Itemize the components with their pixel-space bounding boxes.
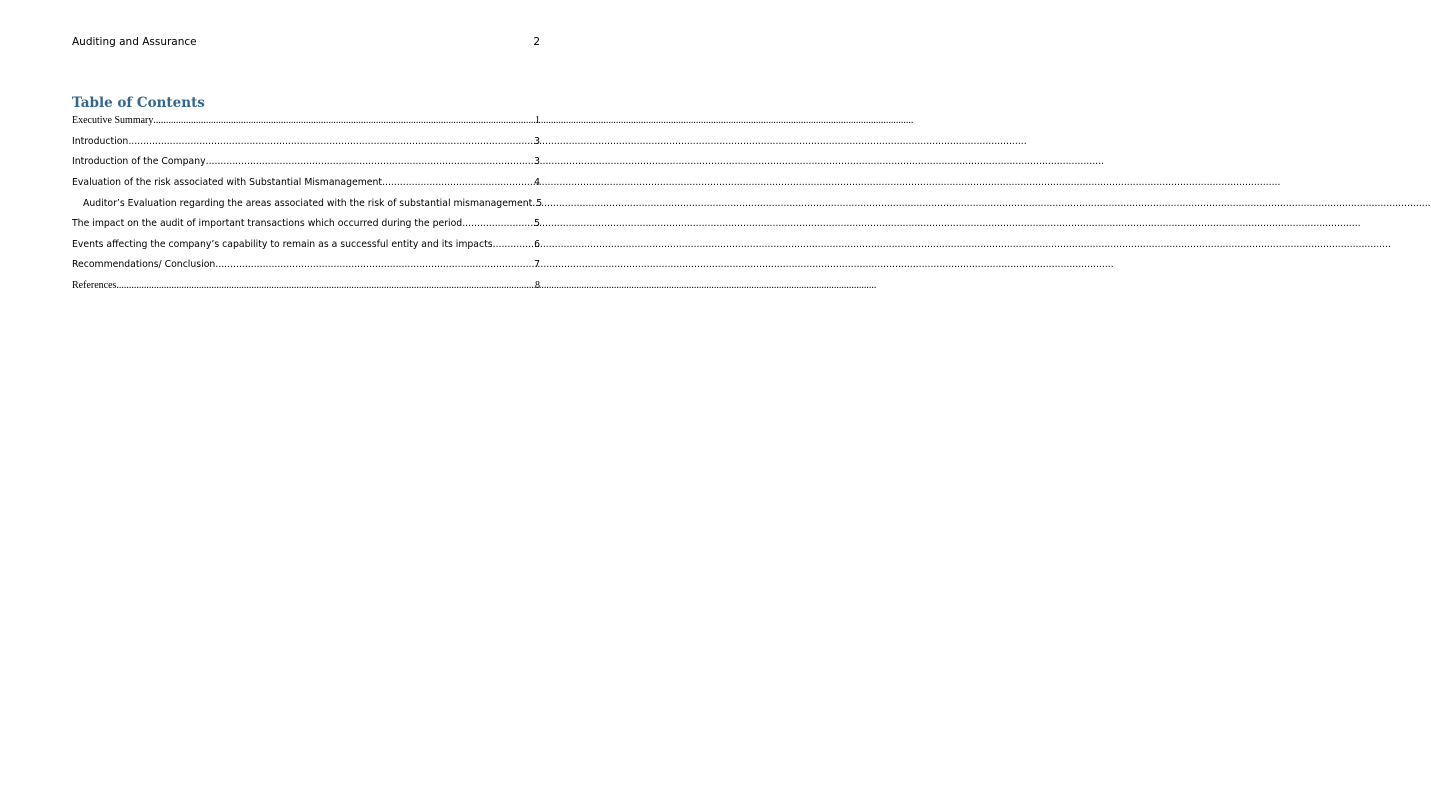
toc-entry-text: Introduction bbox=[72, 136, 129, 147]
toc-entry-references[interactable] bbox=[72, 279, 540, 293]
toc-entry-introduction-of-company[interactable] bbox=[72, 155, 540, 169]
toc-leader-dots bbox=[215, 258, 534, 272]
toc-leader-dots bbox=[493, 238, 534, 252]
toc-leader-dots bbox=[128, 135, 534, 149]
toc-entry-page: 4 bbox=[534, 177, 540, 188]
page-number: 2 bbox=[533, 36, 540, 48]
toc-entry-text: References bbox=[72, 280, 117, 291]
toc-entry-text: Executive Summary bbox=[72, 115, 154, 126]
toc-entry-text: Auditor’s Evaluation regarding the areas associated with the risk of substantial mismanagement bbox=[83, 198, 533, 209]
toc-entry-text: The impact on the audit of important transactions which occurred during the period bbox=[72, 218, 463, 229]
toc-leader-dots bbox=[153, 114, 535, 128]
toc-heading: Table of Contents bbox=[72, 95, 205, 111]
toc-entry-risk-evaluation[interactable] bbox=[72, 176, 540, 190]
page-header bbox=[72, 36, 540, 50]
toc-entry-text: Events affecting the company’s capability to remain as a successful entity and its impacts bbox=[72, 239, 493, 250]
toc-entry-page: 7 bbox=[534, 259, 540, 270]
toc-entry-going-concern-events[interactable] bbox=[72, 238, 540, 252]
toc-entry-page: 6 bbox=[534, 239, 540, 250]
toc-entry-text: Recommendations/ Conclusion bbox=[72, 259, 216, 270]
toc-entry-introduction[interactable] bbox=[72, 135, 540, 149]
toc-entry-auditor-evaluation[interactable] bbox=[83, 197, 543, 211]
toc-entry-page: 1 bbox=[535, 115, 540, 126]
toc-entry-page: 8 bbox=[535, 280, 540, 291]
toc-leader-dots bbox=[116, 279, 535, 293]
toc-entry-page: 3 bbox=[534, 156, 540, 167]
toc-leader-dots bbox=[382, 176, 534, 190]
toc-entry-audit-impact[interactable] bbox=[72, 217, 540, 231]
toc-entry-text: Introduction of the Company bbox=[72, 156, 206, 167]
document-title: Auditing and Assurance bbox=[72, 36, 197, 48]
toc-entry-page: 3 bbox=[534, 136, 540, 147]
toc-leader-dots bbox=[206, 155, 534, 169]
toc-leader-dots bbox=[462, 217, 534, 231]
toc-entry-executive-summary[interactable] bbox=[72, 114, 540, 128]
toc-entry-page: 5 bbox=[534, 218, 540, 229]
toc-entry-recommendations[interactable] bbox=[72, 258, 540, 272]
toc-entry-text: Evaluation of the risk associated with Substantial Mismanagement bbox=[72, 177, 383, 188]
toc-entry-page: 5 bbox=[536, 198, 543, 209]
